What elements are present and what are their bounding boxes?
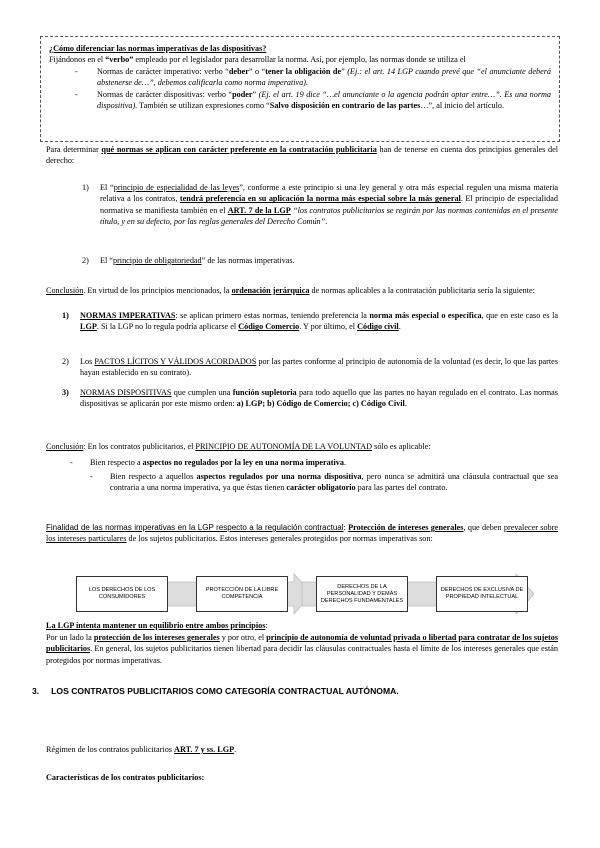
hierarchy-3-number: 3) [62,388,69,397]
principle-2: El “principio de obligatoriedad” de las normas imperativas. [100,256,295,265]
caracteristicas-heading: Características de los contratos publicitarios: [46,773,205,782]
flow-box-competition: PROTECCIÓN DE LA LIBRE COMPETENCIA [196,576,288,612]
hierarchy-item-pactos: Los PACTOS LÍCITOS Y VÁLIDOS ACORDADOS por las partes conforme al principio de autonomía de la voluntad (es decir, lo que las partes hayan establecido en su contrato). [80,357,558,378]
box-item-imperative: - Normas de carácter imperativo: verbo “deber” o “tener la obligación de” (Ej.: el art. 14 LGP cuando prevé que “el anunciante deberá abstenerse de…”, debemos calificarla como norma imperativa). [75,66,551,88]
autonomy-item-1: - Bien respecto a aspectos no regulados por la ley en una norma imperativa. [70,458,346,467]
equilibrio-title: La LGP intenta mantener un equilibrio entre ambos principios: [46,621,268,630]
box-intro: Fijándonos en el “verbo” empleado por el legislador para desarrollar la norma. Así, por ejemplo, las normas donde se utiliza el [49,55,466,65]
para-determinar: Para determinar qué normas se aplican con carácter preferente en la contratación publicitaria han de tenerse en cuenta dos principios generales del derecho: [46,145,558,166]
section-3-heading: 3. LOS CONTRATOS PUBLICITARIOS COMO CATEGORÍA CONTRACTUAL AUTÓNOMA. [32,686,399,696]
regimen-line: Régimen de los contratos publicitarios ART. 7 y ss. LGP. [46,745,237,754]
norms-info-box [40,36,560,142]
principle-1-number: 1) [82,183,89,192]
flow-box-consumers: LOS DERECHOS DE LOS CONSUMIDORES [76,576,168,612]
hierarchy-1-number: 1) [62,311,69,320]
box-item-dispositive: - Normas de carácter dispositivas: verbo “poder” (Ej. el art. 19 dice “…el anunciante o la agencia podrán optar entre…”. Es una norma dispositiva). También se utilizan expresiones como “Salvo disposición en contrario de las partes…”, al inicio del artículo. [75,89,552,111]
principle-1: El “principio de especialidad de las leyes”, conforme a este principio si una ley general y otra más especial regulen una misma materia relativa a los contratos, tendrá preferencia en su aplicación la norma más especial sobre la más general. El principio de especialidad normativa se manifiesta también en el ART. 7 de la LGP “los contratos publicitarios se regirán por las normas contenidas en el presente título, y en su defecto, por las reglas generales del Derecho Común”. [100,183,559,227]
hierarchy-item-imperative: NORMAS IMPERATIVAS: se aplican primero estas normas, teniendo preferencia la norma más especial o específica, que en este caso es la LGP. Si la LGP no lo regula podría aplicarse el Código Comercio. Y por último, el Código civil. [80,311,558,332]
flow-box-personality-rights: DERECHOS DE LA PERSONALIDAD Y DEMÁS DERECHOS FUNDAMENTALES [316,576,408,612]
box-question: ¿Cómo diferenciar las normas imperativas de las dispositivas? [49,44,267,53]
conclusion-autonomy: Conclusión: En los contratos publicitarios, el PRINCIPIO DE AUTONOMÍA DE LA VOLUNTAD sólo es aplicable: [46,442,431,451]
autonomy-item-2: - Bien respecto a aquellos aspectos regulados por una norma dispositiva, pero nunca se admitirá una cláusula contractual que sea contraria a una norma imperativa, ya que éstas tienen carácter obligatorio para las partes del contrato. [90,472,558,493]
interests-flow-diagram [76,572,534,616]
equilibrio-paragraph: Por un lado la protección de los intereses generales y por otro, el principio de autonomía de voluntad privada o libertad para contratar de los sujetos publicitarios. En general, los sujetos publicitarios tienen libertad para decidir las cláusulas contractuales hasta el límite de los intereses generales que están protegidos por normas imperativas. [46,633,559,665]
finalidad-paragraph: Finalidad de las normas imperativas en la LGP respecto a la regulación contractual: Protección de intereses generales, que deben prevalecer sobre los intereses particulares de los sujetos publicitarios. Estos intereses generales protegidos por normas imperativas son: [46,523,559,544]
conclusion-hierarchy: Conclusión. En virtud de los principios mencionados, la ordenación jerárquica de normas aplicables a la contratación publicitaria sería la siguiente: [46,286,535,295]
hierarchy-item-dispositive: NORMAS DISPOSITIVAS que cumplen una función supletoria para todo aquello que las partes no hayan regulado en el contrato. Las normas dispositivas se aplicarán por este mismo orden: a) LGP; b) Código de Comercio; c) Código Civil. [80,388,558,409]
hierarchy-2-number: 2) [62,357,69,366]
principle-2-number: 2) [82,256,89,265]
flow-box-intellectual-property: DERECHOS DE EXCLUSIVA DE PROPIEDAD INTELECTUAL [436,576,528,612]
